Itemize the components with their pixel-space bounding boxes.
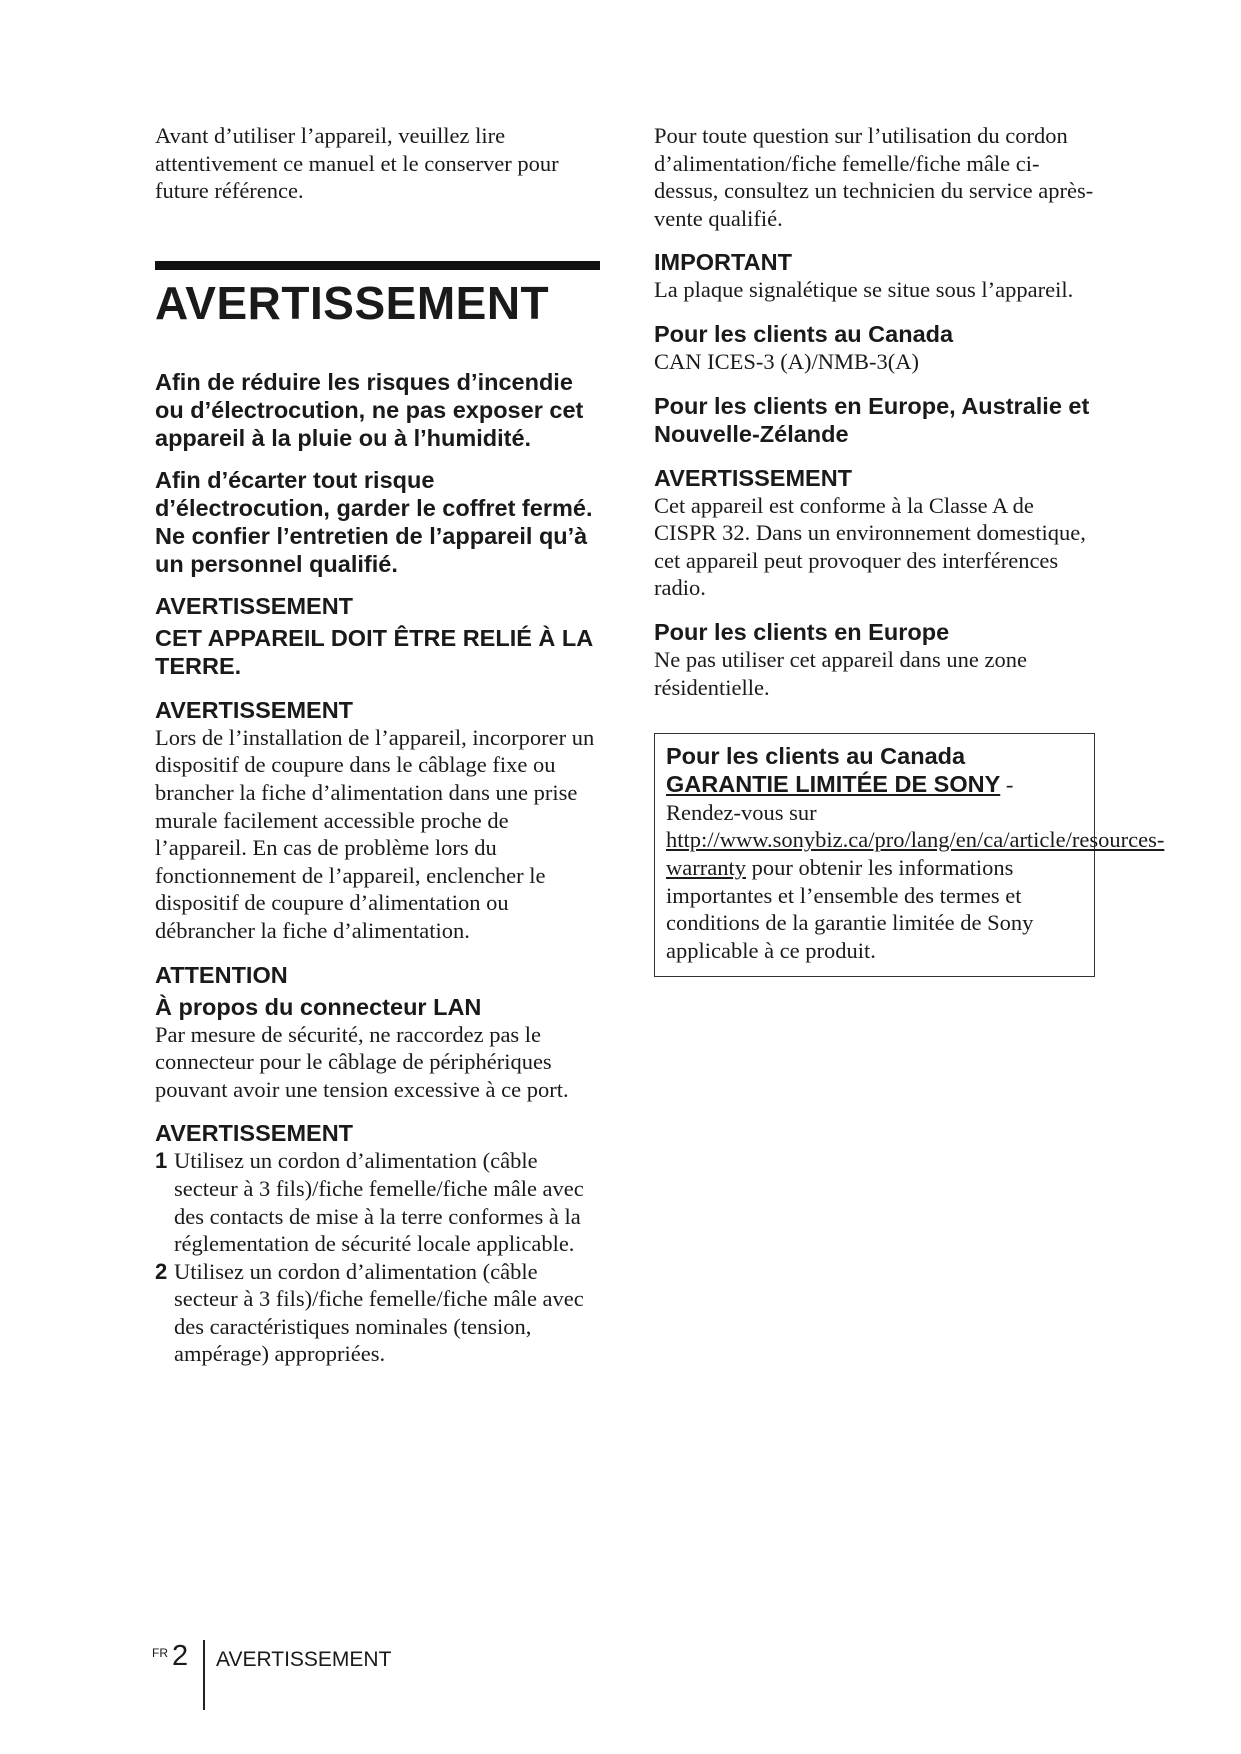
important-heading: IMPORTANT [654, 249, 792, 276]
page-number: 2 [172, 1640, 189, 1672]
warranty-text [666, 799, 1165, 965]
warranty-link[interactable]: http://www.sonybiz.ca/pro/lang/en/ca/article/resources-warranty [666, 827, 1165, 880]
cispr-heading: AVERTISSEMENT [654, 464, 853, 491]
fire-warning: Afin de réduire les risques d’incendie ou d’électrocution, ne pas exposer cet appareil à la pluie ou à l’humidité. [155, 368, 584, 451]
canada-heading: Pour les clients au Canada [654, 320, 954, 347]
list-text: Utilisez un cordon d’alimentation (câble secteur à 3 fils)/fiche femelle/fiche mâle avec des contacts de mise à la terre conformes à la réglementation de sécurité locale applicable. [174, 1148, 584, 1257]
list-number: 1 [155, 1148, 168, 1174]
left-column [155, 122, 600, 1368]
title-rule [155, 261, 600, 270]
cispr-text: Cet appareil est conforme à la Classe A de CISPR 32. Dans un environnement domestique, cet appareil peut provoquer des interférences radio. [654, 492, 1086, 601]
canada-text: CAN ICES-3 (A)/NMB-3(A) [654, 348, 919, 374]
install-text: Lors de l’installation de l’appareil, incorporer un dispositif de coupure dans le câblage fixe ou brancher la fiche d’alimentation dans une prise murale facilement accessible proche de l’appareil. En cas de problème lors du fonctionnement de l’appareil, enclencher le dispositif de coupure d’alimentation ou débrancher la fiche d’alimentation. [155, 724, 595, 943]
page-title: AVERTISSEMENT [155, 276, 550, 329]
lan-text: Par mesure de sécurité, ne raccordez pas le connecteur pour le câblage de périphériques pouvant avoir une tension excessive à ce port. [155, 1021, 569, 1102]
list-number: 2 [155, 1258, 168, 1284]
list-item [155, 1147, 600, 1257]
earth-heading: AVERTISSEMENT [155, 592, 354, 619]
lan-heading: À propos du connecteur LAN [155, 993, 482, 1020]
warranty-title-line [666, 770, 1084, 799]
list-item [155, 1258, 600, 1368]
europe-text: Ne pas utiliser cet appareil dans une zone résidentielle. [654, 646, 1027, 700]
europe-australia-heading: Pour les clients en Europe, Australie et Nouvelle-Zélande [654, 392, 1090, 447]
europe-heading: Pour les clients en Europe [654, 618, 950, 645]
important-text: La plaque signalétique se situe sous l’appareil. [654, 277, 1074, 303]
warranty-pre-link: Rendez-vous sur [666, 799, 817, 825]
warranty-box [654, 733, 1165, 977]
intro-paragraph: Avant d’utiliser l’appareil, veuillez lire attentivement ce manuel et le conserver pour future référence. [155, 123, 559, 204]
earth-text: CET APPAREIL DOIT ÊTRE RELIÉ À LA TERRE. [155, 624, 593, 679]
attention-heading: ATTENTION [155, 961, 288, 988]
footer-divider [203, 1640, 205, 1710]
shock-warning: Afin d’écarter tout risque d’électrocution, garder le coffret fermé. Ne confier l’entretien de l’appareil qu’à un personnel qualifié. [155, 466, 593, 577]
list-text: Utilisez un cordon d’alimentation (câble secteur à 3 fils)/fiche femelle/fiche mâle avec des caractéristiques nominales (tension, ampérage) appropriées. [174, 1258, 584, 1367]
warranty-dash: - [1000, 772, 1014, 798]
install-heading: AVERTISSEMENT [155, 696, 354, 723]
cord-list [155, 1147, 600, 1368]
language-code: FR [152, 1646, 168, 1660]
section-name: AVERTISSEMENT [216, 1648, 392, 1671]
warranty-title: GARANTIE LIMITÉE DE SONY [666, 771, 1001, 798]
right-column [654, 122, 1165, 977]
warranty-post-link: pour obtenir les informations importantes et l’ensemble des termes et conditions de la garantie limitée de Sony applicable à ce produit. [666, 854, 1034, 963]
cord-question: Pour toute question sur l’utilisation du cordon d’alimentation/fiche femelle/fiche mâle ci-dessus, consultez un technicien du service après-vente qualifié. [654, 123, 1094, 231]
warranty-canada-heading: Pour les clients au Canada [666, 743, 966, 770]
cord-heading: AVERTISSEMENT [155, 1120, 354, 1147]
